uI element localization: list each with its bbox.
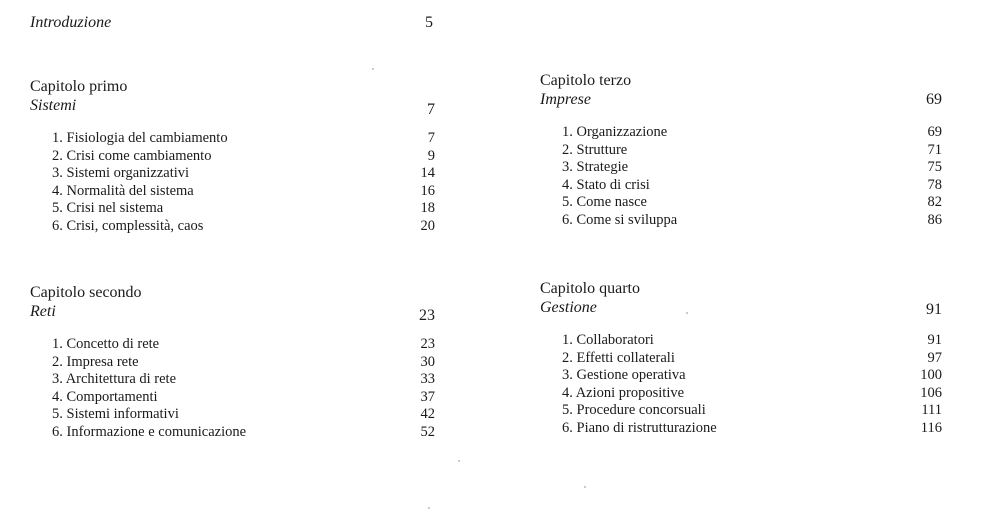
section-title: 5. Procedure concorsuali	[562, 402, 706, 419]
section-title: 3. Architettura di rete	[52, 371, 177, 388]
section-page: 106	[920, 384, 942, 401]
section-title: 2. Crisi come cambiamento	[52, 147, 212, 164]
section-page: 91	[927, 332, 942, 348]
section-row	[540, 124, 942, 142]
chapter-sections	[30, 336, 435, 442]
section-title: 4. Comportamenti	[52, 388, 158, 405]
chapter-1	[30, 78, 435, 236]
chapter-label: Capitolo secondo	[30, 284, 142, 301]
section-row	[30, 354, 435, 372]
chapter-3	[540, 72, 942, 230]
introduction-row	[30, 14, 435, 38]
introduction-page: 5	[425, 14, 433, 31]
section-page: 116	[920, 419, 942, 436]
scan-speck	[428, 507, 430, 509]
section-page: 75	[927, 159, 942, 176]
section-page: 82	[927, 194, 942, 211]
section-row	[540, 332, 942, 350]
chapter-page: 69	[926, 91, 942, 108]
section-row	[30, 183, 435, 201]
section-row	[540, 402, 942, 420]
section-title: 1. Concetto di rete	[52, 336, 160, 352]
section-row	[30, 389, 435, 407]
section-row	[30, 130, 435, 148]
chapter-page: 7	[427, 101, 435, 118]
chapter-title: Gestione	[540, 299, 597, 316]
section-page: 71	[927, 141, 942, 158]
section-row	[30, 424, 435, 442]
section-title: 3. Sistemi organizzativi	[52, 165, 190, 182]
chapter-title: Sistemi	[30, 97, 77, 114]
section-page: 18	[420, 200, 435, 217]
section-page: 33	[420, 371, 435, 388]
section-title: 4. Azioni propositive	[562, 384, 685, 401]
section-page: 7	[427, 130, 435, 146]
section-page: 23	[420, 336, 435, 352]
section-row	[540, 142, 942, 160]
chapter-title: Reti	[30, 303, 56, 320]
section-row	[30, 406, 435, 424]
scan-speck	[584, 486, 586, 488]
section-page: 52	[420, 423, 435, 440]
section-page: 9	[427, 147, 435, 164]
section-title: 6. Crisi, complessità, caos	[52, 217, 204, 234]
introduction-title: Introduzione	[30, 14, 112, 31]
scan-speck	[372, 68, 374, 70]
section-row	[30, 336, 435, 354]
chapter-label: Capitolo terzo	[540, 72, 632, 89]
chapter-page: 23	[419, 307, 435, 324]
section-row	[540, 350, 942, 368]
chapter-label: Capitolo quarto	[540, 280, 640, 297]
section-title: 1. Collaboratori	[562, 332, 654, 348]
section-row	[540, 212, 942, 230]
section-page: 86	[927, 211, 942, 228]
chapter-sections	[540, 124, 942, 230]
scan-speck	[686, 312, 688, 314]
chapter-title: Imprese	[540, 91, 591, 108]
chapter-label: Capitolo primo	[30, 78, 128, 95]
section-page: 20	[420, 217, 435, 234]
section-row	[540, 420, 942, 438]
section-title: 5. Crisi nel sistema	[52, 200, 164, 217]
section-title: 5. Sistemi informativi	[52, 406, 179, 423]
section-page: 14	[420, 165, 435, 182]
chapter-title-row	[540, 90, 942, 110]
section-title: 1. Organizzazione	[562, 124, 668, 140]
section-title: 3. Gestione operativa	[562, 367, 686, 384]
chapter-4	[540, 280, 942, 438]
section-title: 2. Impresa rete	[52, 353, 139, 370]
section-page: 100	[920, 367, 942, 384]
section-title: 6. Informazione e comunicazione	[52, 423, 247, 440]
section-title: 5. Come nasce	[562, 194, 647, 211]
section-row	[30, 371, 435, 389]
section-page: 78	[927, 176, 942, 193]
section-title: 6. Come si sviluppa	[562, 211, 678, 228]
section-title: 2. Strutture	[562, 141, 628, 158]
chapter-page: 91	[926, 301, 942, 318]
section-title: 1. Fisiologia del cambiamento	[52, 130, 228, 146]
chapter-sections	[30, 130, 435, 236]
section-title: 2. Effetti collaterali	[562, 349, 675, 366]
chapter-title-row	[30, 302, 435, 322]
section-page: 37	[420, 388, 435, 405]
chapter-sections	[540, 332, 942, 438]
section-row	[30, 165, 435, 183]
chapter-title-row	[540, 298, 942, 318]
section-row	[540, 159, 942, 177]
section-row	[540, 385, 942, 403]
section-title: 6. Piano di ristrutturazione	[562, 419, 717, 436]
section-row	[30, 200, 435, 218]
scan-speck	[458, 460, 460, 462]
section-row	[30, 218, 435, 236]
section-page: 42	[420, 406, 435, 423]
section-page: 97	[927, 349, 942, 366]
section-page: 69	[927, 124, 942, 140]
section-title: 3. Strategie	[562, 159, 629, 176]
introduction-entry	[30, 14, 435, 38]
section-row	[30, 148, 435, 166]
section-title: 4. Stato di crisi	[562, 176, 650, 193]
section-row	[540, 194, 942, 212]
chapter-title-row	[30, 96, 435, 116]
section-page: 30	[420, 353, 435, 370]
section-row	[540, 367, 942, 385]
chapter-2	[30, 284, 435, 442]
section-page: 16	[420, 182, 435, 199]
section-title: 4. Normalità del sistema	[52, 182, 194, 199]
section-row	[540, 177, 942, 195]
section-page: 111	[921, 402, 942, 419]
